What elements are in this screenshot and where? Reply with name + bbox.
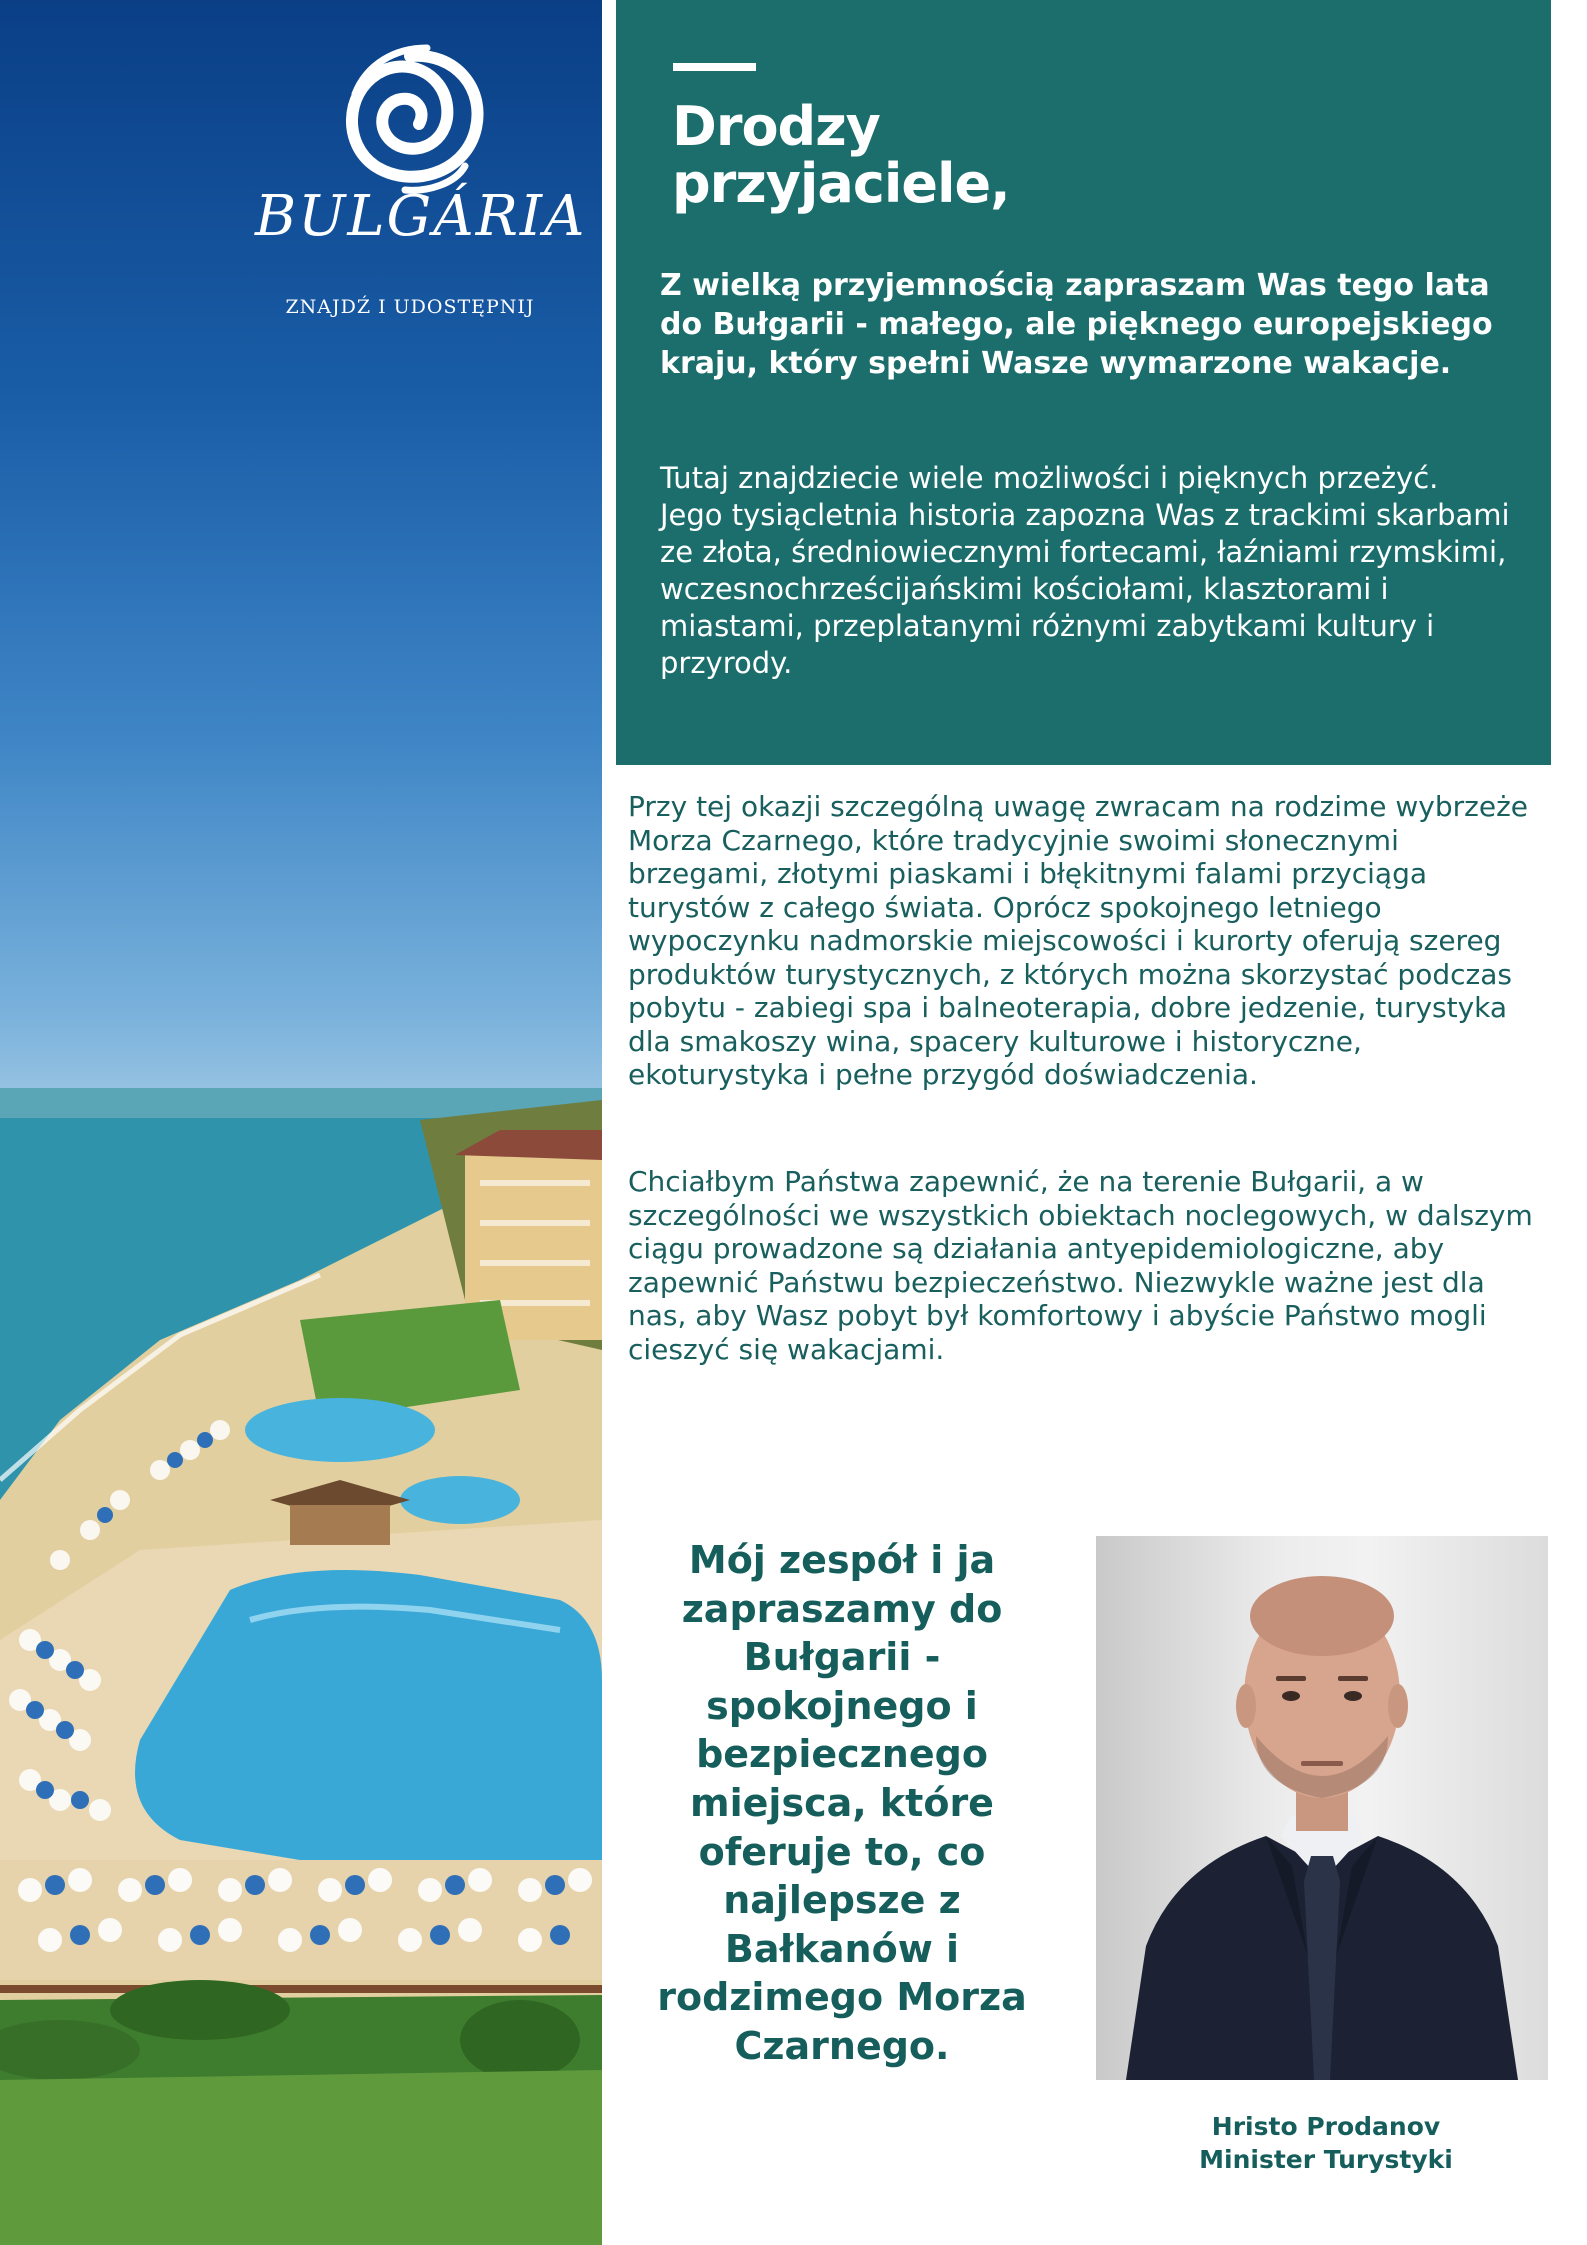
- signature: [1148, 2110, 1504, 2176]
- coast-paragraph: Przy tej okazji szczególną uwagę zwracam na rodzime wybrzeże Morza Czarnego, które tradycyjnie swoimi słonecznymi brzegami, złotymi piaskami i błękitnymi falami przyciąga turystów z całego świata. Oprócz spokojnego letniego wypoczynku nadmorskie miejscowości i kurorty oferują szereg produktów turystycznych, z których można skorzystać podczas pobytu - zabiegi spa i balneoterapia, dobre jedzenie, turystyka dla smakoszy wina, spacery kulturowe i historyczne, ekoturystyka i pełne przygód doświadczenia.: [628, 790, 1529, 1091]
- minister-portrait: [1096, 1536, 1548, 2080]
- resort-photo: [0, 0, 602, 2245]
- invitation-quote: Mój zespół i ja zapraszamy do Bułgarii - spokojnego i bezpiecznego miejsca, które oferuje to, co najlepsze z Bałkanów i rodzimego Morza Czarnego.: [657, 1538, 1027, 2068]
- bulgaria-logo: [245, 34, 587, 318]
- safety-paragraph: Chciałbym Państwa zapewnić, że na terenie Bułgarii, a w szczególności we wszystkich obiektach noclegowych, w dalszym ciągu prowadzone są działania antyepidemiologiczne, aby zapewnić Państwu bezpieczeństwo. Niezwykle ważne jest dla nas, aby Wasz pobyt był komfortowy i abyście Państwo mogli cieszyć się wakacjami.: [628, 1165, 1533, 1366]
- logo-wordmark: BULGÁRIA: [255, 184, 587, 249]
- history-text: Tutaj znajdziecie wiele możliwości i pięknych przeżyć. Jego tysiącletnia historia zapozna Was z trackimi skarbami ze złota, średniowiecznymi fortecami, łaźniami rzymskimi, wczesnochrześcijańskimi kościołami, klasztorami i miastami, przeplatanymi różnymi zabytkami kultury i przyrody.: [660, 461, 1510, 680]
- signature-role: Minister Turystyki: [1199, 2145, 1453, 2174]
- logo-tagline: ZNAJDŹ I UDOSTĘPNIJ: [285, 296, 535, 318]
- portrait-figure: [1096, 1536, 1548, 2080]
- intro-text: Z wielką przyjemnością zapraszam Was tego lata do Bułgarii - małego, ale pięknego europejskiego kraju, który spełni Wasze wymarzone wakacje.: [660, 268, 1493, 381]
- accent-bar: [673, 63, 756, 71]
- signature-name: Hristo Prodanov: [1211, 2112, 1441, 2141]
- title-line-2: przyjaciele,: [672, 152, 1010, 215]
- resort-scene: [0, 0, 602, 2245]
- rose-logo-icon: [315, 34, 505, 194]
- intro-panel: [616, 0, 1551, 765]
- title-line-1: Drodzy: [672, 95, 880, 158]
- page-title: [672, 95, 1372, 215]
